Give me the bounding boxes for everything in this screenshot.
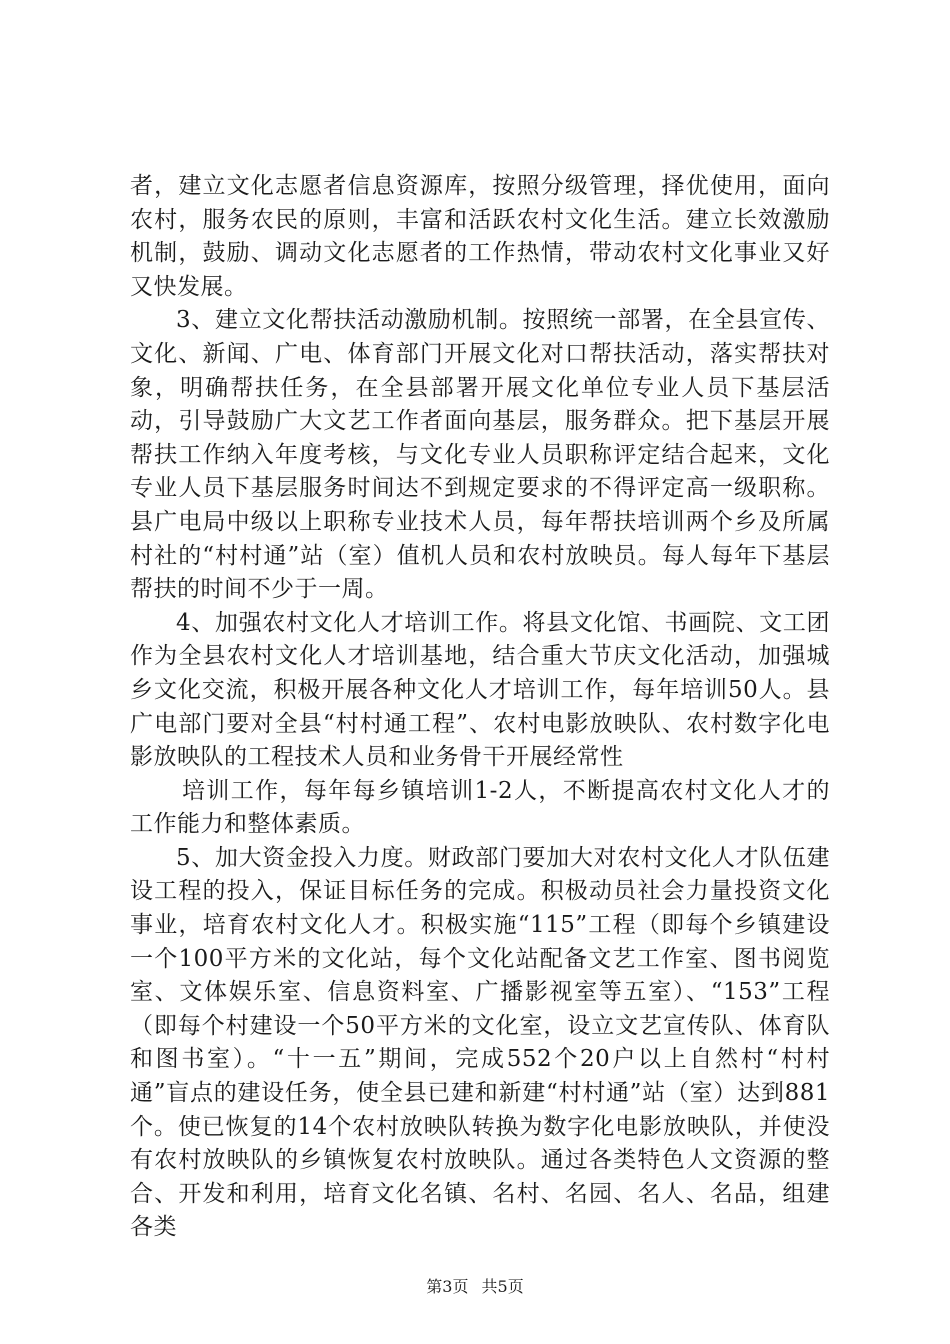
paragraph-continuation: 者，建立文化志愿者信息资源库，按照分级管理，择优使用，面向农村，服务农民的原则，丰富和活跃农村文化生活。建立长效激励机制，鼓励、调动文化志愿者的工作热情，带动农村文化事业又好又快发展。 <box>130 173 830 300</box>
page-footer <box>0 1274 950 1297</box>
paragraph-item-5: 5、加大资金投入力度。财政部门要加大对农村文化人才队伍建设工程的投入，保证目标任务的完成。积极动员社会力量投资文化事业，培育农村文化人才。积极实施“115”工程（即每个乡镇建设一个100平方米的文化站，每个文化站配备文艺工作室、图书阅览室、文体娱乐室、信息资料室、广播影视室等五室）、“153”工程（即每个村建设一个50平方米的文化室，设立文艺宣传队、体育队和图书室）。“十一五”期间，完成552个20户以上自然村“村村通”盲点的建设任务，使全县已建和新建“村村通”站（室）达到881个。使已恢复的14个农村放映队转换为数字化电影放映队，并使没有农村放映队的乡镇恢复农村放映队。通过各类特色人文资源的整合、开发和利用，培育文化名镇、名村、名园、名人、名品，组建各类 <box>130 844 830 1241</box>
document-body <box>130 170 830 1245</box>
paragraph-item-4-continued: 培训工作，每年每乡镇培训1-2人，不断提高农村文化人才的工作能力和整体素质。 <box>130 777 830 838</box>
page-total: 共5页 <box>481 1277 524 1296</box>
paragraph-item-4: 4、加强农村文化人才培训工作。将县文化馆、书画院、文工团作为全县农村文化人才培训基地，结合重大节庆文化活动，加强城乡文化交流，积极开展各种文化人才培训工作，每年培训50人。县广电部门要对全县“村村通工程”、农村电影放映队、农村数字化电影放映队的工程技术人员和业务骨干开展经常性 <box>130 609 830 771</box>
paragraph-item-3: 3、建立文化帮扶活动激励机制。按照统一部署，在全县宣传、文化、新闻、广电、体育部门开展文化对口帮扶活动，落实帮扶对象，明确帮扶任务，在全县部署开展文化单位专业人员下基层活动，引导鼓励广大文艺工作者面向基层，服务群众。把下基层开展帮扶工作纳入年度考核，与文化专业人员职称评定结合起来，文化专业人员下基层服务时间达不到规定要求的不得评定高一级职称。县广电局中级以上职称专业技术人员，每年帮扶培训两个乡及所属村社的“村村通”站（室）值机人员和农村放映员。每人每年下基层帮扶的时间不少于一周。 <box>130 307 830 603</box>
page-number: 第3页 <box>426 1277 469 1296</box>
